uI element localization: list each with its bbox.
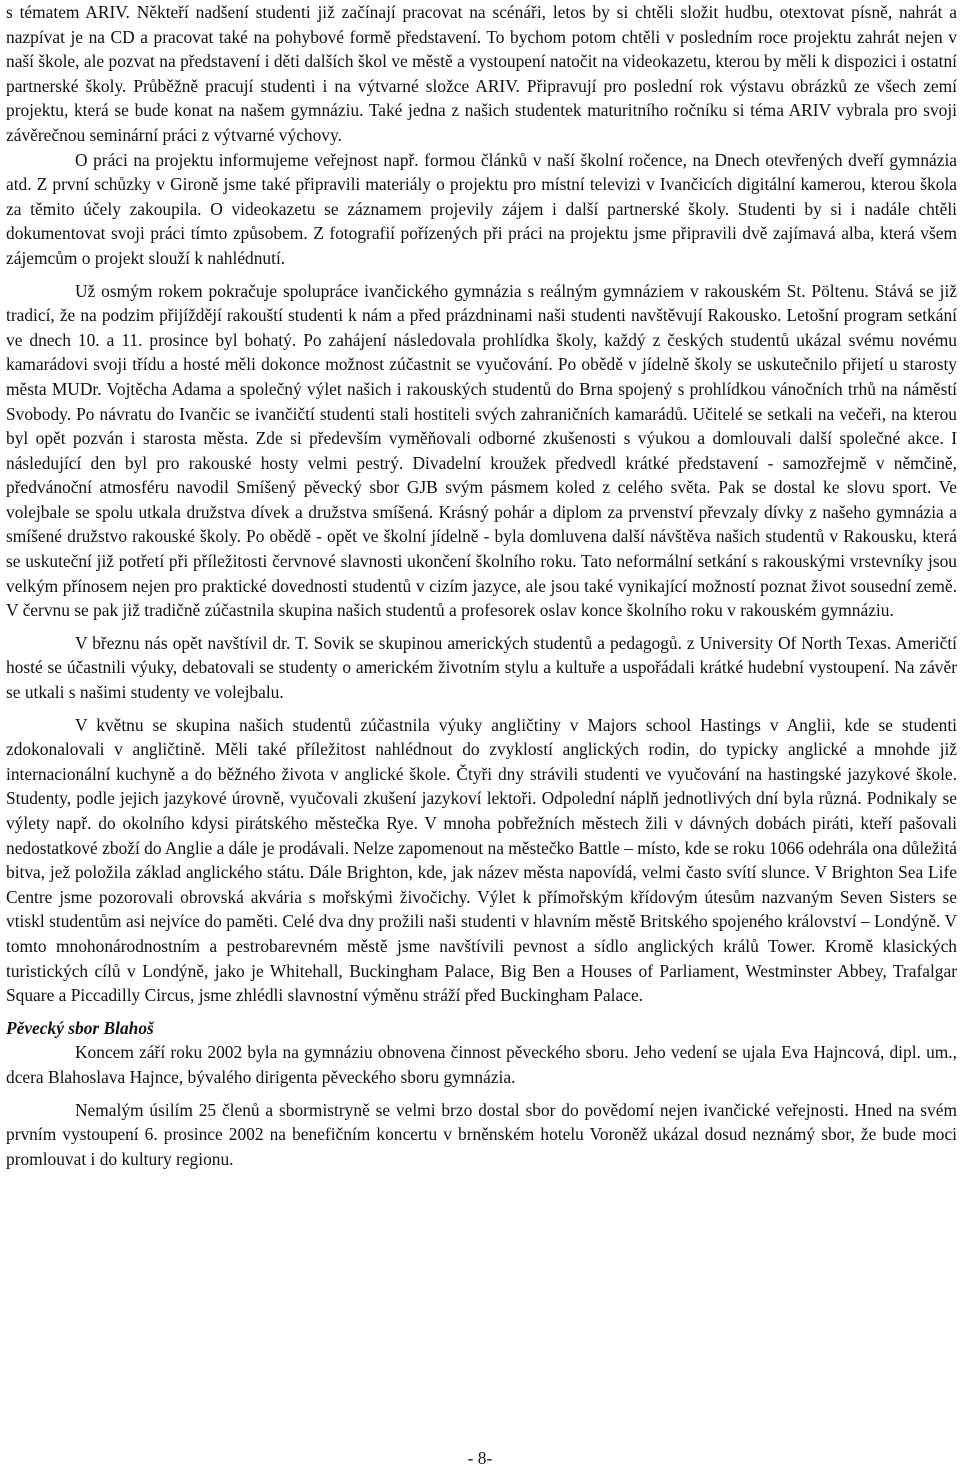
section-heading-choir: Pěvecký sbor Blahoš [6, 1017, 154, 1038]
document-page [6, 0, 957, 1171]
paragraph-ariv-continuation: s tématem ARIV. Někteří nadšení studenti již začínají pracovat na scénáři, letos by si chtěli složit hudbu, otextovat písně, nahrát a nazpívat je na CD a pracovat také na pohybové formě představení. To bychom potom chtěli v posledním roce projektu zahrát nejen v naší škole, ale pozvat na představení i děti dalších škol ve městě a vystoupení natočit na videokazetu, kterou by měli k dispozici i ostatní partnerské školy. Průběžně pracují studenti i na výtvarné složce ARIV. Připravují pro poslední rok výstavu obrázků ze všech zemí projektu, která se bude konat na našem gymnáziu. Také jedna z našich studentek maturitního ročníku si téma ARIV vybrala pro svoji závěrečnou seminární práci z výtvarné výchovy. [6, 2, 957, 145]
page-number: - 8- [467, 1448, 493, 1468]
paragraph-england-trip: V květnu se skupina našich studentů zúčastnila výuky angličtiny v Majors school Hastings v Anglii, kde se studenti zdokonalovali v angličtině. Měli také příležitost nahlédnout do zvyklostí anglických rodin, do typicky anglické a mnohde již internacionální kuchyně a do běžného života v anglické škole. Čtyři dny strávili studenti ve vyučování na hastingské jazykové škole. Studenty, podle jejich jazykové úrovně, vyučovali zkušení jazykoví lektoři. Odpolední náplň jednotlivých dní byla různá. Podnikaly se výlety např. do okolního kdysi pirátského městečka Rye. V mnoha pobřežních městech žili v dávných dobách piráti, kteří pašovali nedostatkové zboží do Anglie a dále je prodávali. Nelze zapomenout na městečko Battle – místo, kde se roku 1066 odehrála ona důležitá bitva, jež položila základ anglického státu. Dále Brighton, kde, jak název města napovídá, velmi často svítí slunce. V Brighton Sea Life Centre jsme pozorovali obrovská akvária s mořskými živočichy. Výlet k přímořským křídovým útesům nazvaným Seven Sisters se vtiskl studentům asi nejvíce do paměti. Celé dva dny prožili naši studenti v hlavním městě Britského spojeného království – Londýně. V tomto mnohonárodnostním a pestrobarevném městě jsme navštívili pevnost a sídlo anglických králů Tower. Kromě klasických turistických cílů v Londýně, jako je Whitehall, Buckingham Palace, Big Ben a Houses of Parliament, Westminster Abbey, Trafalgar Square a Piccadilly Circus, jsme zhlédli slavnostní výměnu stráží před Buckingham Palace. [6, 714, 957, 1006]
paragraph-choir-first-concert: Nemalým úsilím 25 členů a sbormistryně se velmi brzo dostal sbor do povědomí nejen ivančické veřejnosti. Hned na svém prvním vystoupení 6. prosince 2002 na benefičním koncertu v brněnském hotelu Voroněž ukázal dosud neznámý sbor, že bude moci promlouvat i do kultury regionu. [6, 1099, 957, 1169]
paragraph-project-publicity: O práci na projektu informujeme veřejnost např. formou článků v naší školní ročence, na Dnech otevřených dveří gymnázia atd. Z první schůzky v Gironě jsme také připravili materiály o projektu pro místní televizi v Ivančicích digitální kamerou, kterou škola za těmito účely zakoupila. O videokazetu se záznamem projevily zájem i další partnerské školy. Studenti by si i nadále chtěli dokumentovat svoji práci tímto způsobem. Z fotografií pořízených při práci na projektu jsme připravili dvě zajímavá alba, která všem zájemcům o projekt slouží k nahlédnutí. [6, 149, 957, 268]
paragraph-austria-cooperation: Už osmým rokem pokračuje spolupráce ivančického gymnázia s reálným gymnáziem v rakouském St. Pöltenu. Stává se již tradicí, že na podzim přijíždějí rakouští studenti k nám a před prázdninami naši studenti navštěvují Rakousko. Letošní program setkání ve dnech 10. a 11. prosince byl bohatý. Po zahájení následovala prohlídka školy, každý z českých studentů ukázal svému novému kamarádovi svoji třídu a hosté měli dokonce možnost zúčastnit se vyučování. Po obědě v jídelně školy se uskutečnilo přijetí u starosty města MUDr. Vojtěcha Adama a společný výlet našich i rakouských studentů do Brna spojený s prohlídkou vánočních trhů na náměstí Svobody. Po návratu do Ivančic se ivančičtí studenti stali hostiteli svých zahraničních kamarádů. Učitelé se setkali na večeři, na kterou byl opět pozván i starosta města. Zde si především vyměňovali odborné zkušenosti s výukou a domlouvali další společné akce. I následující den byl pro rakouské hosty velmi pestrý. Divadelní kroužek předvedl krátké představení - samozřejmě v němčině, předvánoční atmosféru navodil Smíšený pěvecký sbor GJB svým pásmem koled z celého světa. Pak se dostal ke slovu sport. Ve volejbale se spolu utkala družstva dívek a družstva smíšená. Krásný pohár a diplom za prvenství převzaly dívky z našeho gymnázia a smíšené družstvo rakouské školy. Po obědě - opět ve školní jídelně - byla domluvena další návštěva našich studentů v Rakousku, která se uskuteční již potřetí při příležitosti červnové slavnosti ukončení školního roku. Tato neformální setkání s rakouskými vrstevníky jsou velkým přínosem nejen pro praktické dovednosti studentů v cizím jazyce, ale jsou také vynikající možností poznat život sousední země. V červnu se pak již tradičně zúčastnila skupina našich studentů a profesorek oslav konce školního roku v rakouském gymnáziu. [6, 280, 957, 621]
paragraph-us-visit: V březnu nás opět navštívil dr. T. Sovik se skupinou amerických studentů a pedagogů. z University Of North Texas. Američtí hosté se účastnili výuky, debatovali se studenty o americkém životním stylu a kultuře a uspořádali krátké hudební vystoupení. Na závěr se utkali s našimi studenty ve volejbalu. [6, 632, 957, 703]
paragraph-choir-founding: Koncem září roku 2002 byla na gymnáziu obnovena činnost pěveckého sboru. Jeho vedení se ujala Eva Hajncová, dipl. um., dcera Blahoslava Hajnce, bývalého dirigenta pěveckého sboru gymnázia. [6, 1042, 957, 1087]
